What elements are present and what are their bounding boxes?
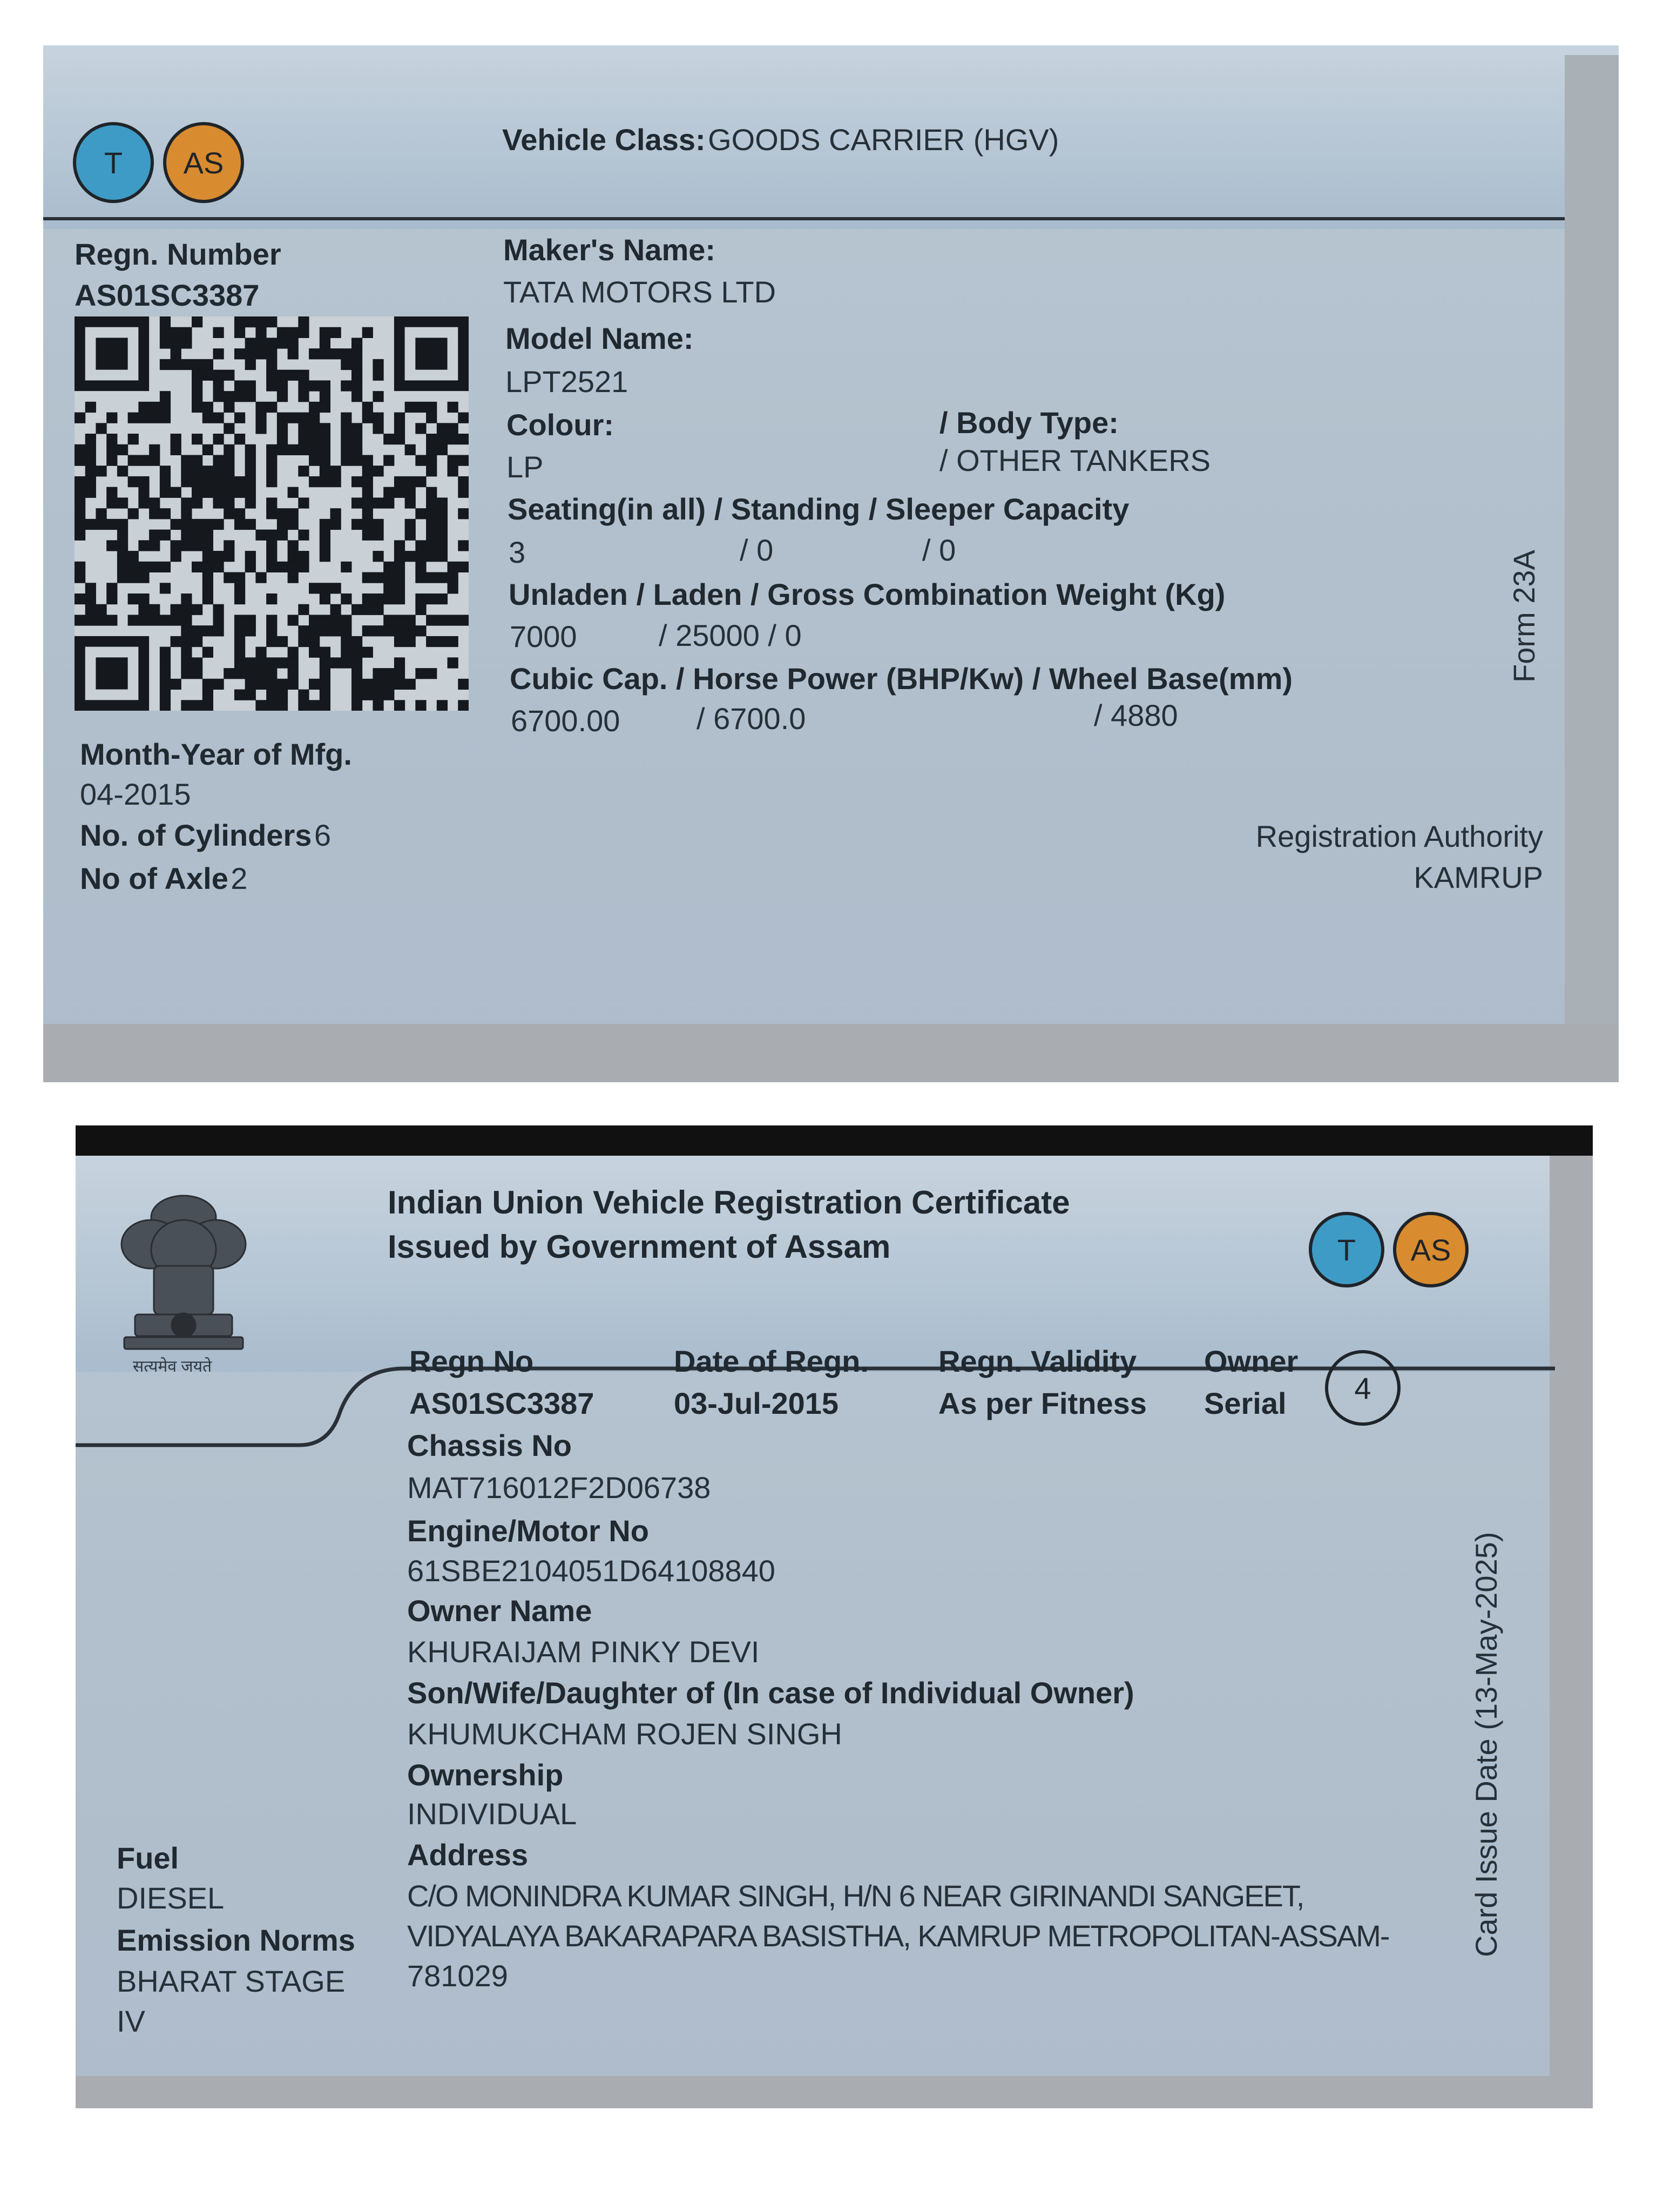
owner-label: Owner [1204,1344,1299,1378]
rc-card-back [43,45,1619,1082]
card-top-border [76,1125,1593,1156]
badge-t: T [1309,1212,1384,1287]
makers-name-label: Maker's Name: [503,233,716,267]
colour-label: Colour: [506,408,614,442]
axle-label: No of Axle [80,861,228,895]
chassis-value: MAT716012F2D06738 [407,1471,711,1505]
vehicle-class-value: GOODS CARRIER (HGV) [708,123,1059,157]
hp-value: / 6700.0 [697,702,806,736]
seating-label: Seating(in all) / Standing / Sleeper Capacity [508,492,1130,526]
ownership-value: INDIVIDUAL [407,1797,577,1831]
standing-value: / 0 [740,533,774,567]
serial-label: Serial [1204,1386,1287,1420]
unladen-value: 7000 [510,619,577,653]
card-issue-date: Card Issue Date (13-May-2025) [1469,1532,1503,1957]
colour-value: LP [506,450,544,484]
card-right-margin [1565,55,1619,1082]
form-label: Form 23A [1507,550,1541,683]
fuel-value: DIESEL [117,1881,225,1915]
card-bottom-margin [43,1024,1619,1082]
badge-as: AS [1393,1212,1469,1287]
regn-number-label: Regn. Number [75,237,281,271]
relation-label: Son/Wife/Daughter of (In case of Individual Owner) [407,1676,1134,1710]
mfg-value: 04-2015 [80,777,191,811]
card-bottom-margin [76,2076,1593,2108]
chassis-label: Chassis No [407,1428,572,1462]
seating-value: 3 [509,535,526,569]
authority-label: Registration Authority [1255,819,1543,853]
emission-line1: BHARAT STAGE [117,1964,346,1998]
regn-no-label: Regn No [409,1344,534,1378]
cylinders-value: 6 [314,818,331,852]
relation-value: KHUMUKCHAM ROJEN SINGH [407,1717,842,1751]
model-name-label: Model Name: [505,321,694,355]
cylinders [80,818,331,853]
regn-no-value: AS01SC3387 [409,1386,594,1420]
owner-name-label: Owner Name [407,1594,592,1628]
badge-as: AS [163,122,244,203]
emission-line2: IV [117,2004,145,2038]
address-line2: VIDYALAYA BAKARAPARA BASISTHA, KAMRUP METROPOLITAN-ASSAM- [407,1919,1389,1953]
cylinders-label: No. of Cylinders [80,818,312,852]
address-label: Address [407,1838,529,1872]
model-name-value: LPT2521 [505,365,628,399]
laden-gross-value: / 25000 / 0 [659,618,802,652]
validity-value: As per Fitness [938,1386,1147,1420]
title-line1: Indian Union Vehicle Registration Certificate [388,1184,1070,1220]
regn-number-value: AS01SC3387 [75,278,260,312]
vehicle-class-label: Vehicle Class: [502,123,706,157]
address-line1: C/O MONINDRA KUMAR SINGH, H/N 6 NEAR GIRINANDI SANGEET, [407,1879,1304,1913]
sleeper-value: / 0 [922,533,956,567]
validity-label: Regn. Validity [938,1344,1137,1378]
wheelbase-value: / 4880 [1094,698,1178,732]
cubic-value: 6700.00 [511,704,620,738]
fuel-label: Fuel [117,1841,179,1875]
owner-serial-badge: 4 [1325,1350,1401,1426]
authority-value: KAMRUP [1414,860,1543,894]
rc-card-front [76,1125,1593,2108]
makers-name-value: TATA MOTORS LTD [503,275,776,309]
address-line3: 781029 [407,1959,508,1993]
qr-code [75,316,469,711]
body-type-value: / OTHER TANKERS [939,443,1211,477]
title-line2: Issued by Government of Assam [388,1229,891,1265]
engine-value: 61SBE2104051D64108840 [407,1554,775,1588]
cubic-label: Cubic Cap. / Horse Power (BHP/Kw) / Wheel Base(mm) [510,662,1293,696]
mfg-label: Month-Year of Mfg. [80,737,352,771]
badge-t: T [73,122,154,203]
body-type-label: / Body Type: [939,406,1119,440]
header-divider [43,217,1565,220]
engine-label: Engine/Motor No [407,1514,649,1548]
emission-label: Emission Norms [117,1923,355,1957]
owner-name-value: KHURAIJAM PINKY DEVI [407,1635,760,1669]
emblem-caption: सत्यमेव जयते [133,1358,212,1375]
date-regn-value: 03-Jul-2015 [674,1386,839,1420]
date-regn-label: Date of Regn. [674,1344,869,1378]
weight-label: Unladen / Laden / Gross Combination Weight (Kg) [509,577,1226,611]
axle [80,861,247,896]
vehicle-class [502,122,1059,157]
ownership-label: Ownership [407,1758,564,1792]
axle-value: 2 [231,861,248,895]
card-right-margin [1550,1156,1593,2108]
